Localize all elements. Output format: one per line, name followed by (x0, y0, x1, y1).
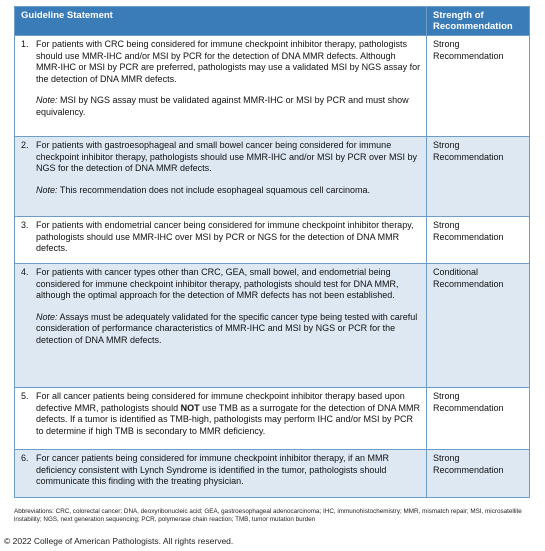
note-text: This recommendation does not include esophageal squamous cell carcinoma. (57, 184, 371, 195)
table-row (15, 450, 530, 498)
table-row (15, 36, 530, 137)
note-text: Assays must be adequately validated for the specific cancer type being tested with careful consideration of performance characteristics of MMR-IHC and MSI by NGS or PCR for the detection of DNA MMR defects. (36, 311, 418, 345)
statement-cell (15, 36, 427, 137)
statement-cell (15, 217, 427, 264)
statement-note (21, 185, 422, 197)
strength-cell: Strong Recommendation (427, 137, 530, 217)
table-header-row (15, 7, 530, 36)
strength-cell: Strong Recommendation (427, 217, 530, 264)
copyright-notice: © 2022 College of American Pathologists. All rights reserved. (4, 536, 234, 546)
statement-text-part: For all cancer patients being considered for immune checkpoint inhibitor therapy based upon defective MMR, pathologists should (36, 391, 405, 413)
statement-text: For cancer patients being considered for immune checkpoint inhibitor therapy, if an MMR deficiency consistent with Lynch Syndrome is identified in the tumor, pathologists should communicate this finding with the treating physician. (36, 453, 390, 486)
note-text: MSI by NGS assay must be validated against MMR-IHC or MSI by PCR and must show equivalency. (36, 95, 409, 117)
strength-cell: Conditional Recommendation (427, 264, 530, 388)
header-strength: Strength of Recommendation (427, 7, 530, 36)
statement-text: For patients with gastroesophageal and small bowel cancer being considered for immune checkpoint inhibitor therapy, pathologists should use MMR-IHC and/or MSI by PCR over MSI by NGS for the detection of DNA MMR defects. (36, 140, 417, 173)
guideline-table (14, 6, 530, 498)
abbreviations-footnote: Abbreviations: CRC, colorectal cancer; DNA, deoxyribonucleic acid; GEA, gastroesophageal adenocarcinoma; IHC, immunohistochemistry; MMR, mismatch repair; MSI, microsatellite instability; NGS, next generation sequencing; PCR, polymerase chain reaction; TMB, tumor mutation burden (14, 508, 522, 523)
table-row (15, 264, 530, 388)
statement-number: 2. (21, 140, 29, 150)
statement-note (21, 312, 422, 347)
note-label: Note: (36, 184, 58, 195)
statement-number: 3. (21, 220, 29, 230)
table-row (15, 388, 530, 450)
strength-cell: Strong Recommendation (427, 450, 530, 498)
statement-text: For patients with cancer types other than CRC, GEA, small bowel, and endometrial being considered for immune checkpoint inhibitor therapy, pathologists should test for DNA MMR, although the optimal approach for the detection of MMR defects has not been established. (36, 267, 399, 300)
table-row (15, 217, 530, 264)
statement-emphasis: NOT (180, 402, 200, 413)
statement-text (36, 391, 422, 437)
statement-cell (15, 450, 427, 498)
statement-number: 1. (21, 39, 29, 49)
statement-text: For patients with endometrial cancer being considered for immune checkpoint inhibitor therapy, pathologists should use MMR-IHC over MSI by PCR or NGS for the detection of DNA MMR defects. (36, 220, 414, 253)
statement-cell (15, 137, 427, 217)
strength-cell: Strong Recommendation (427, 36, 530, 137)
note-label: Note: (36, 95, 58, 105)
statement-number: 4. (21, 267, 29, 277)
statement-text: For patients with CRC being considered for immune checkpoint inhibitor therapy, pathologists should use MMR-IHC and/or MSI by PCR for the detection of DNA MMR defects. Although MMR-IHC or MSI by PCR are preferred, pathologists may use a validated MSI by NGS assay for the detection of DNA MMR defects. (36, 39, 421, 84)
statement-cell (15, 264, 427, 388)
statement-number: 6. (21, 453, 29, 463)
statement-number: 5. (21, 391, 29, 401)
statement-note (21, 95, 422, 118)
header-guideline-statement: Guideline Statement (15, 7, 427, 36)
statement-cell (15, 388, 427, 450)
strength-cell: Strong Recommendation (427, 388, 530, 450)
table-row (15, 137, 530, 217)
statement-text-part: use TMB as a surrogate for the detection of DNA MMR defects. If a tumor is identified as TMB-high, pathologists may perform IHC and/or MSI by PCR to determine if high TMB is secondary to MMR deficiency. (36, 402, 421, 436)
note-label: Note: (36, 311, 58, 322)
